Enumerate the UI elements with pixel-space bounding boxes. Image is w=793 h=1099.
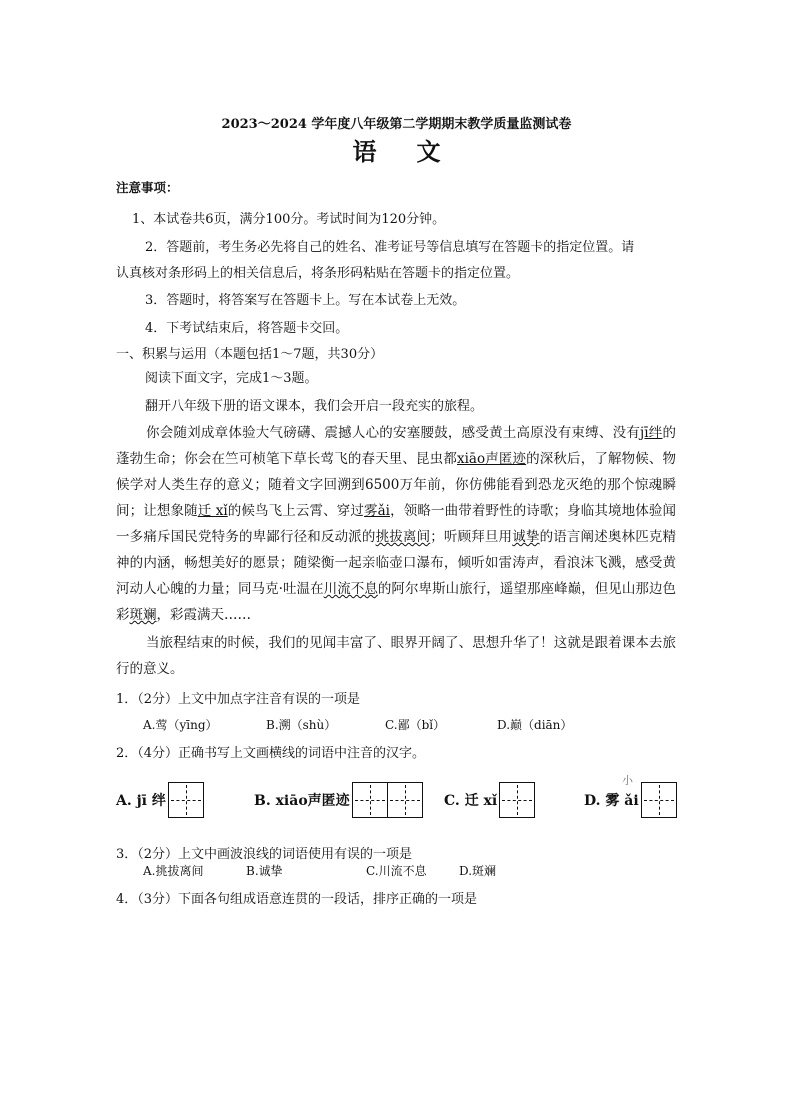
q1-option-d: D.巅（diān） xyxy=(497,718,573,732)
q1-option-c: C.鄙（bǐ） xyxy=(385,718,446,732)
q1-option-b: B.溯（shù） xyxy=(266,718,337,732)
q2-item-a: A. jī 绊 xyxy=(116,778,204,822)
section-instruction: 阅读下面文字，完成1～3题。 xyxy=(145,371,318,386)
underlined-pinyin: jī绊 xyxy=(640,425,663,441)
question-4-stem: 4．（3分）下面各句组成语意连贯的一段话，排序正确的一项是 xyxy=(116,892,478,907)
section-heading: 一、积累与运用（本题包括1～7题，共30分） xyxy=(116,347,384,362)
passage-intro: 翻开八年级下册的语文课本，我们会开启一段充实的旅程。 xyxy=(145,399,484,414)
note-item: 2．答题前，考生务必先将自己的姓名、准考证号等信息填写在答题卡的指定位置。请 xyxy=(145,240,635,255)
passage-closing: 当旅程结束的时候，我们的见闻丰富了、眼界开阔了、思想升华了！这就是跟着课本去旅行的意义。 xyxy=(116,635,676,677)
underlined-pinyin: 迁 xǐ xyxy=(197,503,228,519)
wavy-word: 斑斓 xyxy=(129,607,157,623)
q3-option-a: A.挑拔离间 xyxy=(143,864,204,878)
answer-box[interactable] xyxy=(352,782,388,818)
question-2-stem: 2．（4分）正确书写上文画横线的词语中注音的汉字。 xyxy=(116,746,426,761)
underlined-pinyin: 雾ǎi xyxy=(364,503,390,519)
passage-body: 你会随刘成章体验大气磅礴、震撼人心的安塞腰鼓，感受黄土高原没有束缚、没有jī绊的蓬勃生命；你会在竺可桢笔下草长莺飞的春天里、昆虫都xiāo声匿迹的深秋后，了解物候、物候学对人类生存的意义；随着文字回溯到6500万年前，你仿佛能看到恐龙灭绝的那个惊魂瞬间；让想象随迁 xǐ的候鸟飞上云霄、穿过雾ǎi，领略一曲带着野性的诗歌；身临其境地体验闻一多痛斥国民党特务的卑鄙行径和反动派的挑拔离间；听顾拜旦用诚挚的语言阐述奥林匹克精神的内涵，畅想美好的愿景；随梁衡一起亲临壶口瀑布，倾听如雷涛声，看浪沫飞溅，感受黄河动人心魄的力量；同马克·吐温在川流不息的阿尔卑斯山旅行，遥望那座峰巅，但见山那边色彩斑斓，彩霞满天…… xyxy=(116,425,677,623)
q3-option-c: C.川流不息 xyxy=(366,864,427,878)
answer-box[interactable] xyxy=(641,782,677,818)
notes-heading: 注意事项： xyxy=(116,180,179,195)
subject-title: 语文 xyxy=(352,137,481,166)
note-item: 4．下考试结束后，将答题卡交回。 xyxy=(145,321,349,336)
q2-item-d: D. 雾 ǎi xyxy=(584,778,677,822)
q2-item-c: C. 迁 xǐ xyxy=(444,778,535,822)
note-item: 1、本试卷共6页，满分100分。考试时间为120分钟。 xyxy=(132,212,446,227)
wavy-word: 挑拔离间 xyxy=(375,529,431,545)
note-item: 认真核对条形码上的相关信息后，将条形码粘贴在答题卡的指定位置。 xyxy=(116,266,520,281)
answer-box[interactable] xyxy=(168,782,204,818)
scan-smudge: 小 xyxy=(622,774,633,787)
question-1-stem: 1．（2分）上文中加点字注音有误的一项是 xyxy=(116,692,361,707)
underlined-pinyin: xiāo声匿迹 xyxy=(456,451,527,467)
exam-title: 2023～2024 学年度八年级第二学期期末教学质量监测试卷 xyxy=(221,117,572,132)
question-3-stem: 3．（2分）上文中画波浪线的词语使用有误的一项是 xyxy=(116,847,413,862)
q3-option-d: D.斑斓 xyxy=(459,864,497,878)
q2-item-b: B. xiāo声匿迹 xyxy=(254,778,423,822)
answer-box-pair[interactable] xyxy=(350,782,423,818)
wavy-word: 诚挚 xyxy=(512,529,540,545)
wavy-word: 川流不息 xyxy=(323,581,378,597)
answer-box[interactable] xyxy=(388,782,423,818)
q3-option-b: B.诚挚 xyxy=(246,864,283,878)
note-item: 3．答题时，将答案写在答题卡上。写在本试卷上无效。 xyxy=(145,293,466,308)
answer-box[interactable] xyxy=(499,782,535,818)
q1-option-a: A.莺（yīng） xyxy=(143,718,218,732)
